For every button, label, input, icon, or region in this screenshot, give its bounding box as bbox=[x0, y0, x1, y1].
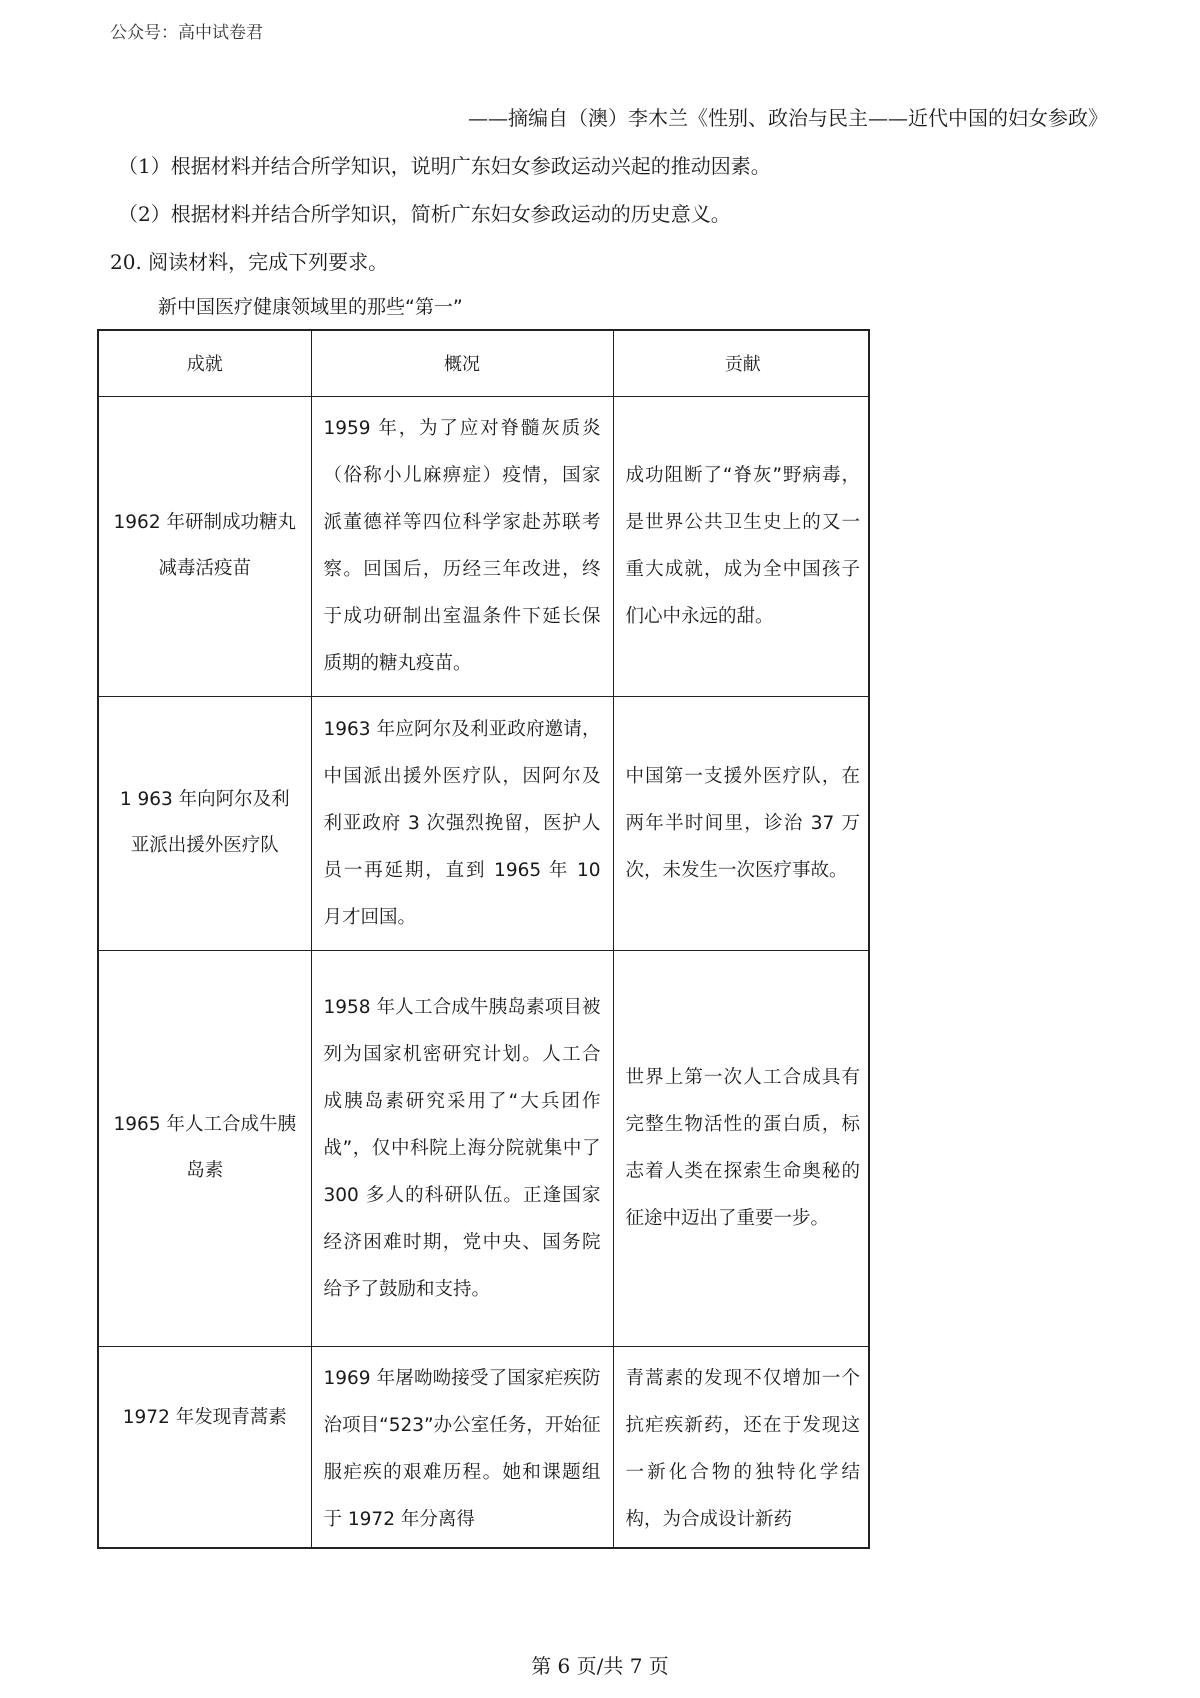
header-achievement: 成就 bbox=[99, 331, 311, 396]
page-number: 第 6 页/共 7 页 bbox=[531, 1654, 669, 1678]
table-header-row bbox=[99, 331, 870, 396]
cell-overview: 1969 年屠呦呦接受了国家疟疾防治项目“523”办公室任务，开始征服疟疾的艰难历程。她和课题组于 1972 年分离得 bbox=[311, 1346, 613, 1549]
table-row bbox=[99, 396, 870, 696]
table-row bbox=[99, 1346, 870, 1549]
cell-achievement: 1962 年研制成功糖丸减毒活疫苗 bbox=[99, 396, 311, 696]
cell-overview: 1959 年，为了应对脊髓灰质炎（俗称小儿麻痹症）疫情，国家派董德祥等四位科学家赴苏联考察。回国后，历经三年改进，终于成功研制出室温条件下延长保质期的糖丸疫苗。 bbox=[311, 396, 613, 696]
table-title: 新中国医疗健康领域里的那些“第一” bbox=[158, 296, 463, 318]
table-row bbox=[99, 950, 870, 1346]
cell-contribution: 世界上第一次人工合成具有完整生物活性的蛋白质，标志着人类在探索生命奥秘的征途中迈出了重要一步。 bbox=[613, 950, 870, 1346]
cell-contribution: 成功阻断了“脊灰”野病毒，是世界公共卫生史上的又一重大成就，成为全中国孩子们心中永远的甜。 bbox=[613, 396, 870, 696]
question-1: （1）根据材料并结合所学知识，说明广东妇女参政运动兴起的推动因素。 bbox=[118, 154, 771, 178]
cell-overview: 1958 年人工合成牛胰岛素项目被列为国家机密研究计划。人工合成胰岛素研究采用了“大兵团作战”，仅中科院上海分院就集中了 300 多人的科研队伍。正逢国家经济困难时期，党中央、国务院给予了鼓励和支持。 bbox=[311, 950, 613, 1346]
cell-overview: 1963 年应阿尔及利亚政府邀请，中国派出援外医疗队，因阿尔及利亚政府 3 次强烈挽留，医护人员一再延期，直到 1965 年 10 月才回国。 bbox=[311, 696, 613, 950]
question-2: （2）根据材料并结合所学知识，简析广东妇女参政运动的历史意义。 bbox=[118, 202, 731, 226]
header-overview: 概况 bbox=[311, 331, 613, 396]
cell-achievement: 1972 年发现青蒿素 bbox=[99, 1346, 311, 1549]
cell-contribution: 中国第一支援外医疗队，在两年半时间里，诊治 37 万次，未发生一次医疗事故。 bbox=[613, 696, 870, 950]
achievements-table bbox=[97, 329, 870, 1549]
header-contribution: 贡献 bbox=[613, 331, 870, 396]
cell-achievement: 1965 年人工合成牛胰岛素 bbox=[99, 950, 311, 1346]
table-row bbox=[99, 696, 870, 950]
source-citation: ——摘编自（澳）李木兰《性别、政治与民主——近代中国的妇女参政》 bbox=[468, 106, 1108, 130]
question-20: 20. 阅读材料，完成下列要求。 bbox=[110, 250, 389, 274]
cell-achievement: 1 963 年向阿尔及利亚派出援外医疗队 bbox=[99, 696, 311, 950]
header-note: 公众号：高中试卷君 bbox=[110, 23, 263, 43]
cell-contribution: 青蒿素的发现不仅增加一个抗疟疾新药，还在于发现这一新化合物的独特化学结构，为合成设计新药 bbox=[613, 1346, 870, 1549]
